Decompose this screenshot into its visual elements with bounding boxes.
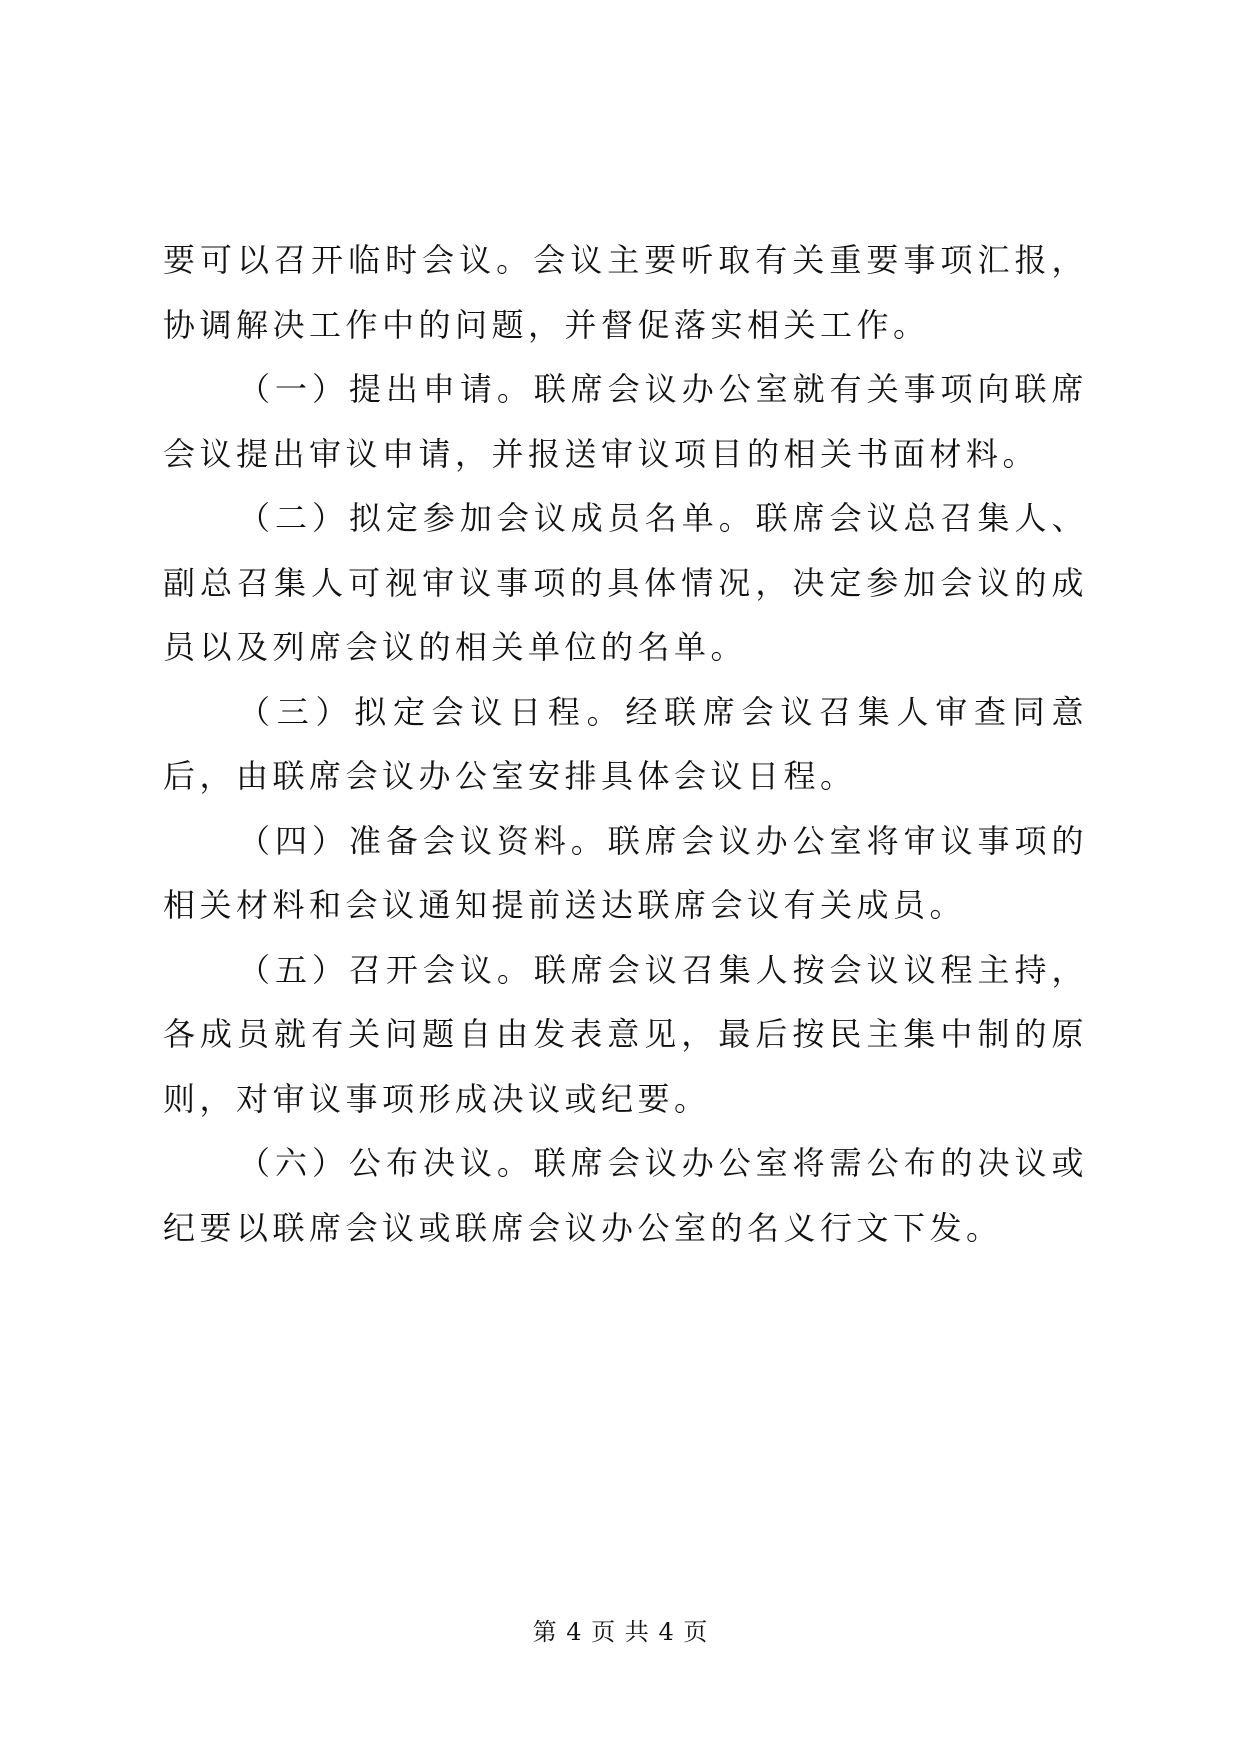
document-body <box>163 228 1088 1260</box>
page-footer <box>0 1617 1241 1647</box>
paragraph-item-4: （四）准备会议资料。联席会议办公室将审议事项的相关材料和会议通知提前送达联席会议有关成员。 <box>163 821 1088 924</box>
paragraph-item-3: （三）拟定会议日程。经联席会议召集人审查同意后，由联席会议办公室安排具体会议日程。 <box>163 692 1088 795</box>
paragraph-item-6: （六）公布决议。联席会议办公室将需公布的决议或纪要以联席会议或联席会议办公室的名义行文下发。 <box>163 1144 1088 1247</box>
paragraph-continuation: 要可以召开临时会议。会议主要听取有关重要事项汇报，协调解决工作中的问题，并督促落实相关工作。 <box>163 241 1088 344</box>
paragraph-item-5: （五）召开会议。联席会议召集人按会议议程主持，各成员就有关问题自由发表意见，最后按民主集中制的原则，对审议事项形成决议或纪要。 <box>163 950 1088 1118</box>
paragraph-item-2: （二）拟定参加会议成员名单。联席会议总召集人、副总召集人可视审议事项的具体情况，决定参加会议的成员以及列席会议的相关单位的名单。 <box>163 499 1088 666</box>
paragraph-item-1: （一）提出申请。联席会议办公室就有关事项向联席会议提出审议申请，并报送审议项目的相关书面材料。 <box>163 370 1088 473</box>
page-number-label: 第 4 页 共 4 页 <box>532 1618 709 1646</box>
